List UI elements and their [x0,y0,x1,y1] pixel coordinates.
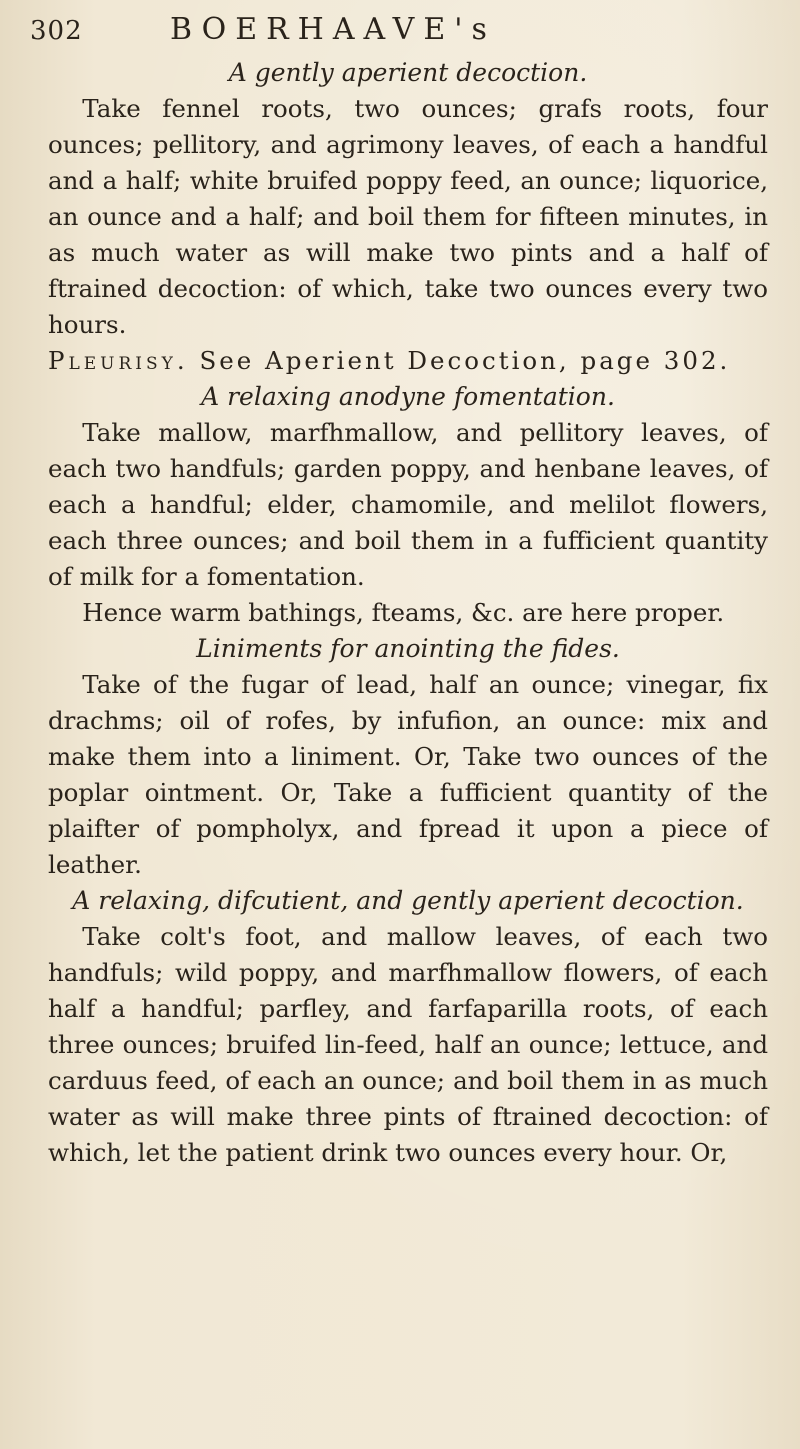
page-number: 302 [30,16,83,46]
note-warm-bathings: Hence warm bathings, fteams, &c. are here proper. [82,598,725,627]
running-head [30,10,770,56]
recipe-discutient-decoction: Take colt's foot, and mallow leaves, of each two handfuls; wild poppy, and marfhmallow flowers, of each half a handful; parfley, and farfaparilla roots, of each three ounces; bruifed lin-feed, half an ounce; lettuce, and carduus feed, of each an ounce; and boil them in as much water as will make three pints of ftrained decoction: of which, let the patient drink two ounces every hour. Or, [48,922,768,1167]
recipe-aperient-decoction: Take fennel roots, two ounces; grafs roots, four ounces; pellitory, and agrimony leaves, of each a handful and a half; white bruifed poppy feed, an ounce; liquorice, an ounce and a half; and boil them for fifteen minutes, in as much water as will make two pints and a half of ftrained decoction: of which, take two ounces every two hours. [48,94,768,339]
pleurisy-cross-reference: See Aperient Decoction, page 302. [199,346,731,375]
recipe-liniments: Take of the fugar of lead, half an ounce; vinegar, fix drachms; oil of rofes, by infufion, an ounce: mix and make them into a liniment. Or, Take two ounces of the poplar ointment. Or, Take a fufficient quantity of the plaifter of pompholyx, and fpread it upon a piece of leather. [48,670,768,879]
section-title-anodyne-fomentation: A relaxing anodyne fomentation. [201,382,615,411]
section-title-aperient-decoction: A gently aperient decoction. [228,58,588,87]
page-content [48,55,768,1171]
section-title-liniments: Liniments for anointing the fides. [196,634,620,663]
pleurisy-term: Pleurisy. [48,346,189,375]
pleurisy-entry [48,343,768,379]
running-title: BOERHAAVE's [170,12,496,47]
section-title-discutient-decoction: A relaxing, difcutient, and gently aperient decoction. [72,886,744,915]
recipe-anodyne-fomentation: Take mallow, marfhmallow, and pellitory leaves, of each two handfuls; garden poppy, and henbane leaves, of each a handful; elder, chamomile, and melilot flowers, each three ounces; and boil them in a fufficient quantity of milk for a fomentation. [48,418,768,591]
